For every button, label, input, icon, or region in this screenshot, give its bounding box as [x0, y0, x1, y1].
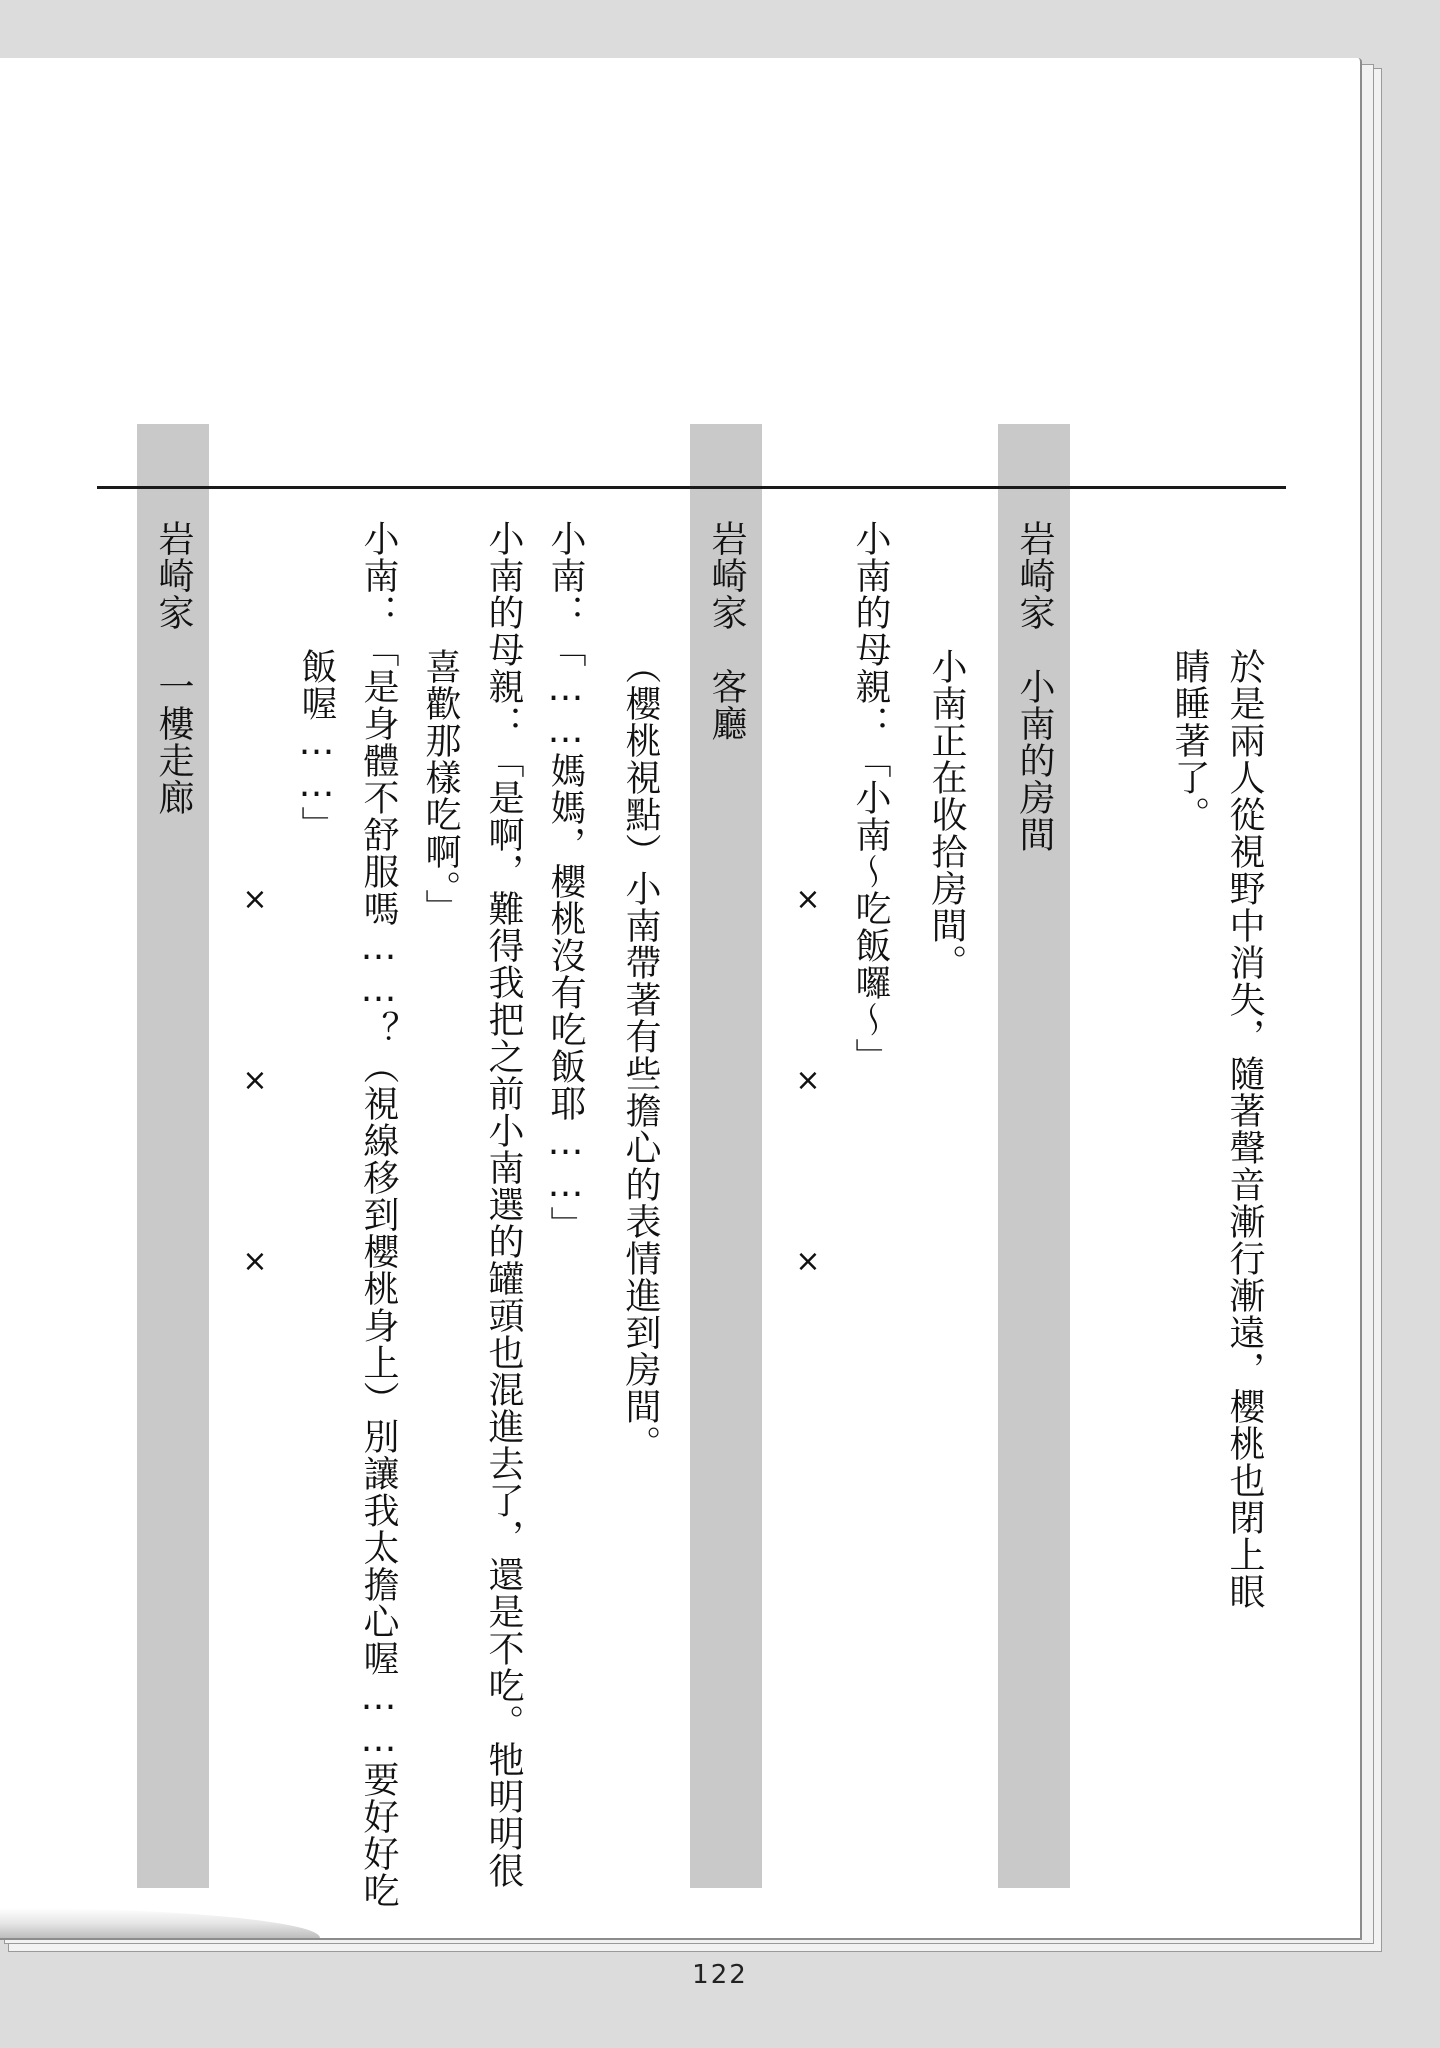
- book-page-stack: [0, 58, 1380, 1952]
- scene-heading: 岩崎家 客廳: [706, 520, 747, 742]
- dialogue-continuation: 飯喔……」: [296, 648, 337, 843]
- page-curl: [0, 1908, 320, 1938]
- top-rule: [97, 486, 1286, 489]
- narration-line: 睛睡著了。: [1169, 648, 1210, 833]
- scene-separator: ×: [795, 1244, 821, 1279]
- narration-line: 於是兩人從視野中消失，隨著聲音漸行漸遠，櫻桃也閉上眼: [1224, 648, 1265, 1610]
- scene-separator: ×: [242, 1063, 268, 1098]
- scene-separator: ×: [242, 882, 268, 917]
- action-line: 小南正在收拾房間。: [926, 648, 967, 981]
- scene-heading: 岩崎家 一樓走廊: [153, 520, 194, 816]
- scene-separator: ×: [795, 1063, 821, 1098]
- dialogue-continuation: 喜歡那樣吃啊。」: [420, 648, 461, 926]
- scene-heading: 岩崎家 小南的房間: [1014, 520, 1055, 853]
- dialogue-line: 小南的母親：「是啊，難得我把之前小南選的罐頭也混進去了，還是不吃。牠明明很: [483, 520, 524, 1889]
- scene-separator: ×: [242, 1244, 268, 1279]
- scene-separator: ×: [795, 882, 821, 917]
- dialogue-line: 小南：「是身體不舒服嗎……？（視線移到櫻桃身上）別讓我太擔心喔……要好好吃: [358, 520, 399, 1909]
- page-number: 122: [692, 1960, 748, 1990]
- dialogue-line: 小南：「……媽媽，櫻桃沒有吃飯耶……」: [545, 520, 586, 1243]
- script-page: [0, 58, 1362, 1940]
- dialogue-line: 小南的母親：「小南～吃飯囉～」: [850, 520, 891, 1075]
- action-line: （櫻桃視點）小南帶著有些擔心的表情進到房間。: [620, 648, 661, 1462]
